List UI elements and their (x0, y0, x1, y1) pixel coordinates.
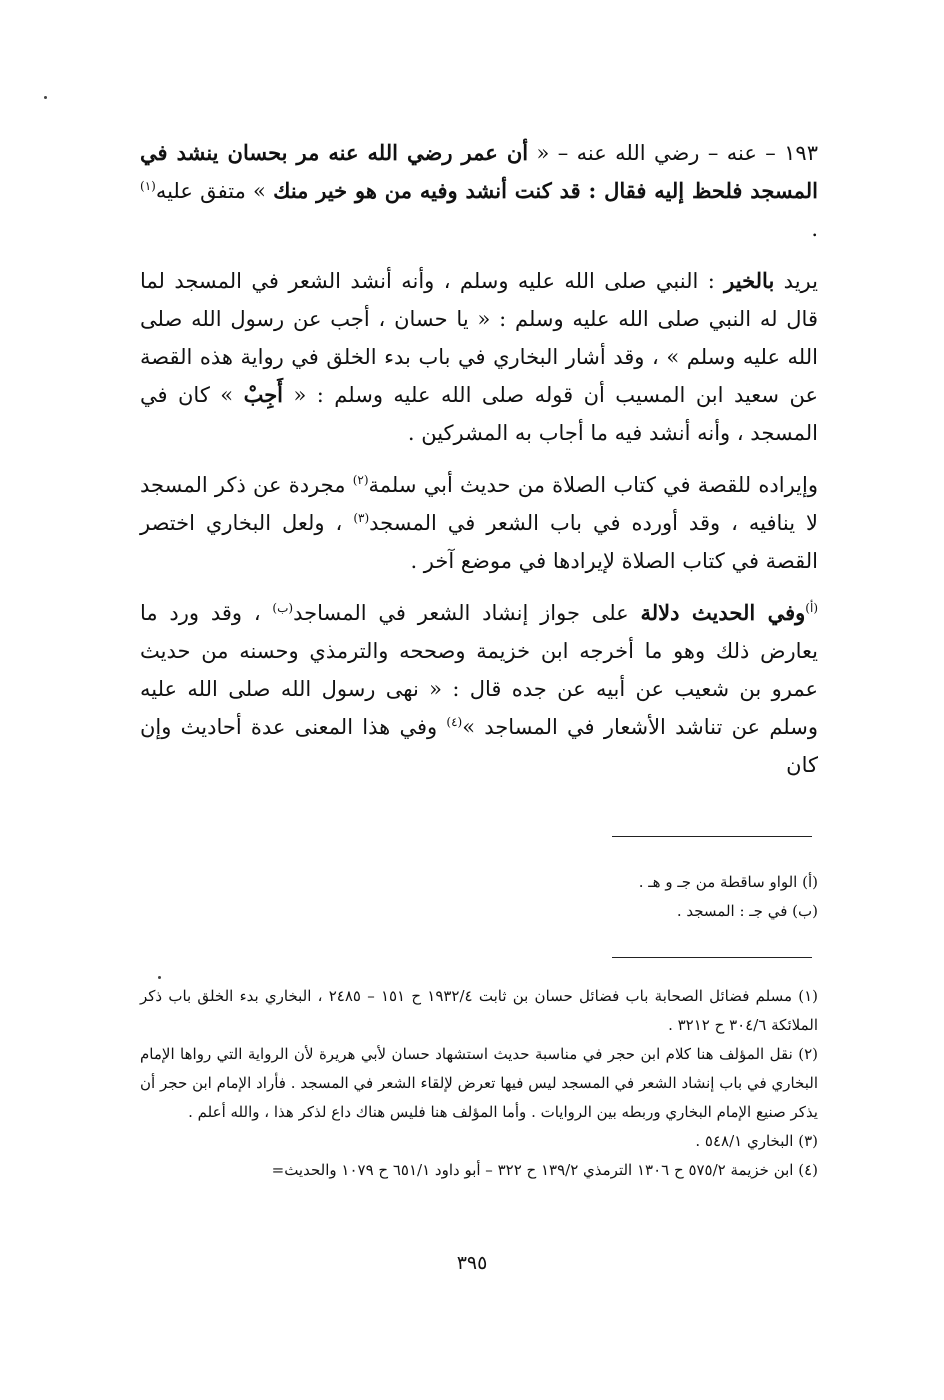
footnote: (٤) ابن خزيمة ٥٧٥/٢ ح ١٣٠٦ الترمذي ١٣٩/٢ ح ٣٢٢ – أبو داود ٦٥١/١ ح ١٠٧٩ والحديث= (271, 1161, 818, 1179)
hadith-text: أن عمر رضي الله عنه مر بحسان ينشد في المسجد فلحظ إليه فقال : قد كنت أنشد وفيه من هو خير منك (140, 140, 818, 203)
commentary-text: وإيراده للقصة في كتاب الصلاة من حديث أبي سلمة (368, 473, 818, 497)
variant-note: (أ) الواو ساقطة من جـ و هـ . (638, 873, 818, 891)
commentary-text: يريد (774, 269, 818, 293)
commentary-text: على جواز إنشاد الشعر في المساجد (293, 601, 641, 625)
scan-speck (44, 96, 47, 99)
footnotes (140, 982, 818, 1185)
main-text (140, 134, 818, 798)
commentary-paragraph (140, 262, 818, 452)
commentary-paragraph (140, 466, 818, 580)
footnote: (٢) نقل المؤلف هنا كلام ابن حجر في مناسبة حديث استشهاد حسان لأبي هريرة لأن الرواية التي رواها الإمام البخاري في باب إنشاد الشعر في المسجد ليس فيها تعرض لإلقاء الشعر في المسجد . فأراد الإمام ابن حجر أن يذكر صنيع الإمام البخاري وربطه بين الروايات . وأما المؤلف هنا فليس هناك داع لذكر هذا ، والله أعلم . (140, 1045, 818, 1121)
hadith-source: » متفق عليه (155, 179, 274, 203)
bold-term: بالخير (724, 268, 775, 293)
page-number: ٣٩٥ (456, 1252, 488, 1274)
footnote-divider (612, 836, 812, 837)
footnote-ref: (٣) (353, 511, 370, 525)
variant-notes (140, 868, 818, 926)
bold-term: وفي الحديث دلالة (640, 600, 806, 625)
footnote-ref: (١) (140, 179, 156, 193)
commentary-text: » كان في المسجد ، وأنه أنشد فيه ما أجاب به المشركين . (140, 383, 818, 445)
commentary-text: وفي هذا المعنى عدة أحاديث وإن كان (140, 715, 818, 777)
commentary-paragraph (140, 594, 818, 784)
footnote-ref: (٤) (446, 715, 463, 729)
footnote-ref: (٢) (352, 473, 369, 487)
footnote-divider (612, 957, 812, 958)
commentary-text: ، وقد ورد ما يعارض ذلك وهو ما أخرجه ابن خزيمة وصححه والترمذي وحسنه من حديث عمرو بن شعيب عن أبيه عن جده قال : « نهى رسول الله صلى الله عليه وسلم عن تناشد الأشعار في المساجد » (140, 601, 818, 739)
variant-ref: (ب) (272, 601, 294, 615)
footnote: (١) مسلم فضائل الصحابة باب فضائل حسان بن ثابت ١٩٣٢/٤ ح ١٥١ – ٢٤٨٥ ، البخاري بدء الخلق باب ذكر الملائكة ٣٠٤/٦ ح ٣٢١٢ . (140, 987, 818, 1034)
punctuation: . (811, 217, 818, 241)
variant-ref: (أ) (805, 601, 818, 615)
commentary-text: : النبي صلى الله عليه وسلم ، وأنه أنشد الشعر في المسجد لما قال له النبي صلى الله عليه وسلم : « يا حسان ، أجب عن رسول الله صلى الله عليه وسلم » ، وقد أشار البخاري في باب بدء الخلق في رواية هذه القصة عن سعيد ابن المسيب أن قوله صلى الله عليه وسلم : « (140, 269, 818, 407)
commentary-text: مجردة عن ذكر المسجد لا ينافيه ، وقد أورده في باب الشعر في المسجد (140, 473, 819, 535)
scan-speck (158, 976, 161, 979)
footnote: (٣) البخاري ٥٤٨/١ . (695, 1132, 818, 1150)
variant-note: (ب) في جـ : المسجد . (676, 902, 818, 920)
bold-term: أَجِبْ (243, 382, 284, 407)
commentary-text: ، ولعل البخاري اختصر القصة في كتاب الصلاة لإيرادها في موضع آخر . (140, 511, 818, 573)
hadith-number-text: ١٩٣ – عنه – رضي الله عنه – « (528, 141, 818, 165)
hadith-paragraph (140, 134, 818, 248)
